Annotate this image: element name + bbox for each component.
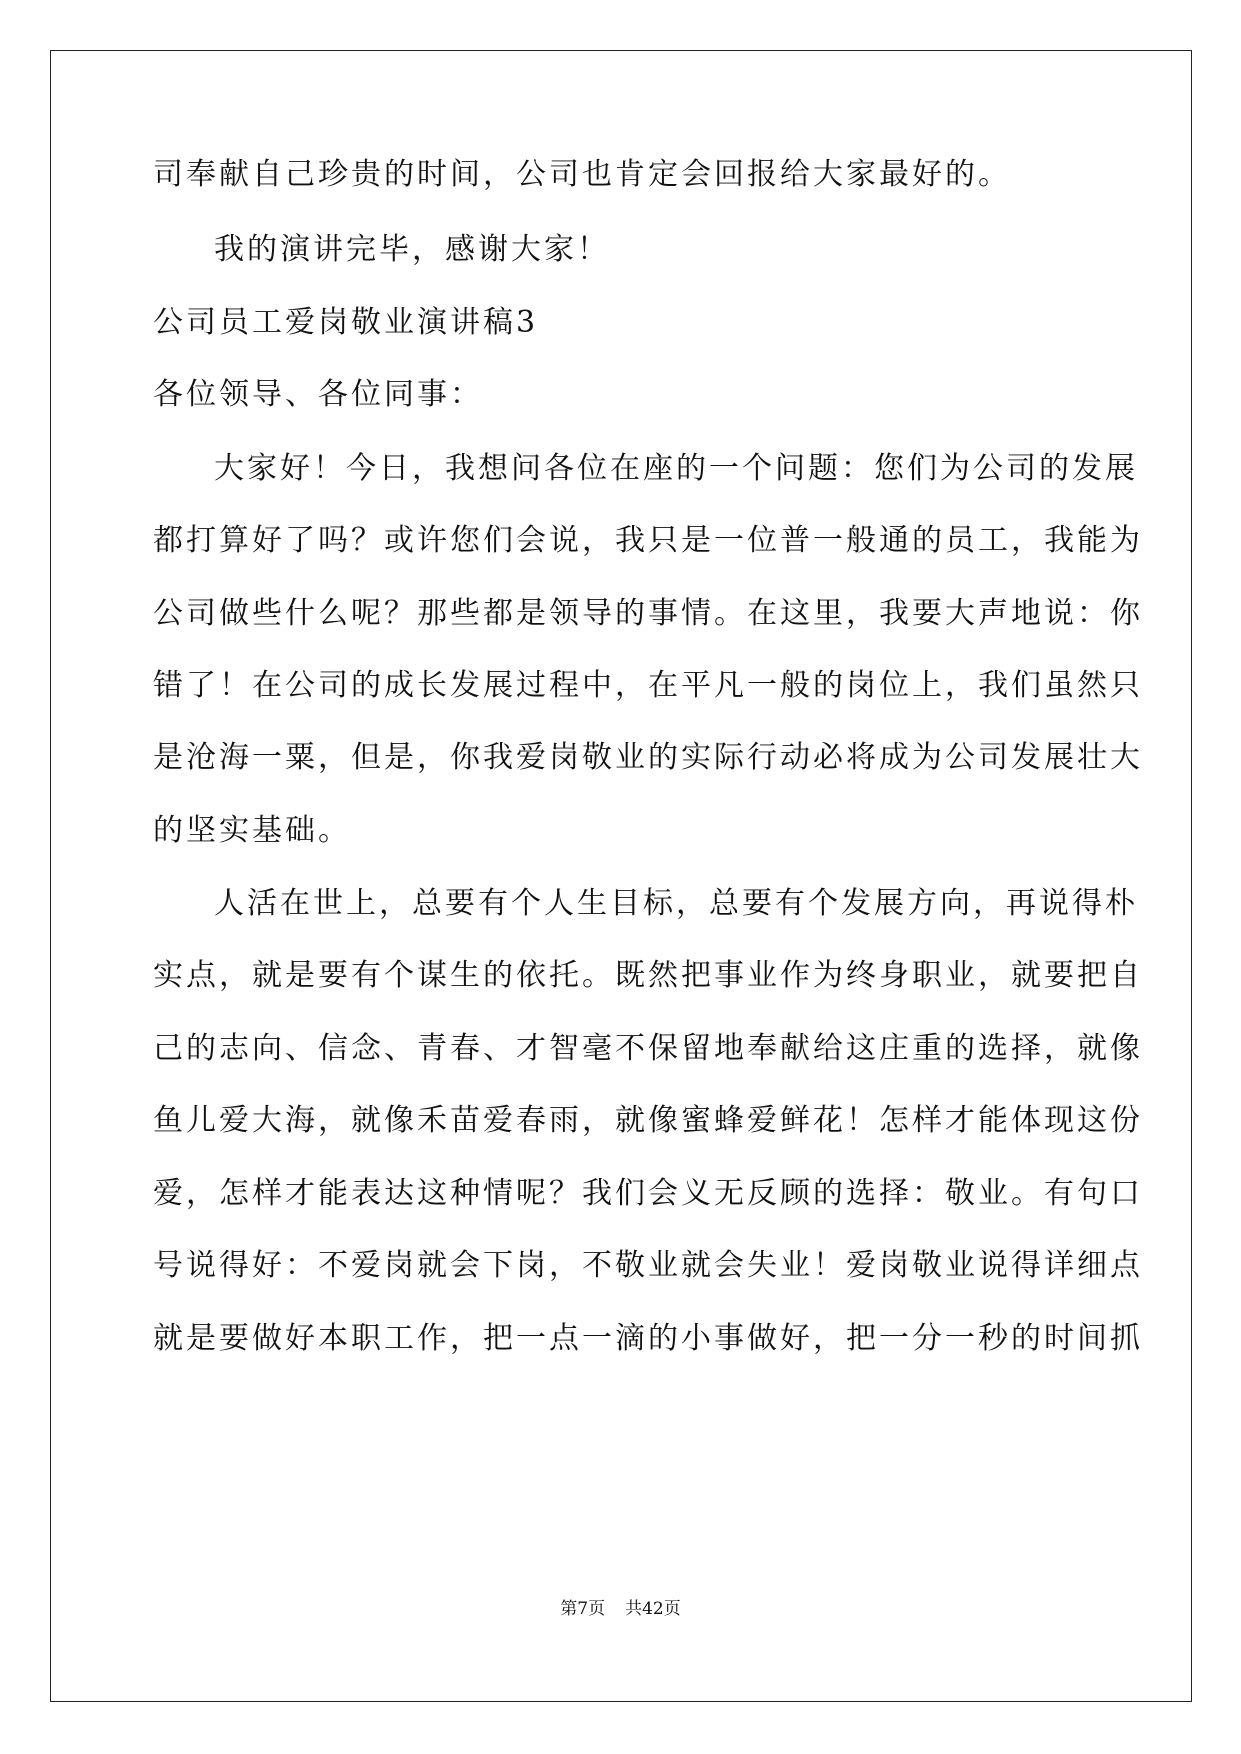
page-total: 共42页 bbox=[625, 1599, 681, 1619]
body-line: 司奉献自己珍贵的时间，公司也肯定会回报给大家最好的。 bbox=[153, 157, 1011, 192]
body-line: 实点，就是要有个谋生的依托。既然把事业作为终身职业，就要把自 bbox=[153, 958, 1143, 993]
body-line: 己的志向、信念、青春、才智毫不保留地奉献给这庄重的选择，就像 bbox=[153, 1031, 1143, 1066]
body-line: 人活在世上，总要有个人生目标，总要有个发展方向，再说得朴 bbox=[214, 886, 1138, 921]
body-line: 错了！在公司的成长发展过程中，在平凡一般的岗位上，我们虽然只 bbox=[153, 668, 1143, 703]
page-footer bbox=[0, 1597, 1241, 1621]
section-title: 公司员工爱岗敬业演讲稿3 bbox=[153, 305, 539, 340]
body-line: 都打算好了吗？或许您们会说，我只是一位普一般通的员工，我能为 bbox=[153, 523, 1143, 558]
page-frame bbox=[50, 50, 1192, 1702]
body-line: 爱，怎样才能表达这种情呢？我们会义无反顾的选择：敬业。有句口 bbox=[153, 1176, 1143, 1211]
salutation: 各位领导、各位同事： bbox=[153, 377, 483, 412]
body-line: 我的演讲完毕，感谢大家！ bbox=[214, 232, 610, 267]
body-line: 公司做些什么呢？那些都是领导的事情。在这里，我要大声地说：你 bbox=[153, 596, 1143, 631]
body-line: 号说得好：不爱岗就会下岗，不敬业就会失业！爱岗敬业说得详细点 bbox=[153, 1248, 1143, 1283]
body-line: 的坚实基础。 bbox=[153, 813, 351, 848]
body-line: 大家好！今日，我想问各位在座的一个问题：您们为公司的发展 bbox=[214, 451, 1138, 486]
body-line: 是沧海一粟，但是，你我爱岗敬业的实际行动必将成为公司发展壮大 bbox=[153, 740, 1143, 775]
body-line: 就是要做好本职工作，把一点一滴的小事做好，把一分一秒的时间抓 bbox=[153, 1321, 1143, 1356]
page-number: 第7页 bbox=[560, 1599, 606, 1619]
body-line: 鱼儿爱大海，就像禾苗爱春雨，就像蜜蜂爱鲜花！怎样才能体现这份 bbox=[153, 1103, 1143, 1138]
